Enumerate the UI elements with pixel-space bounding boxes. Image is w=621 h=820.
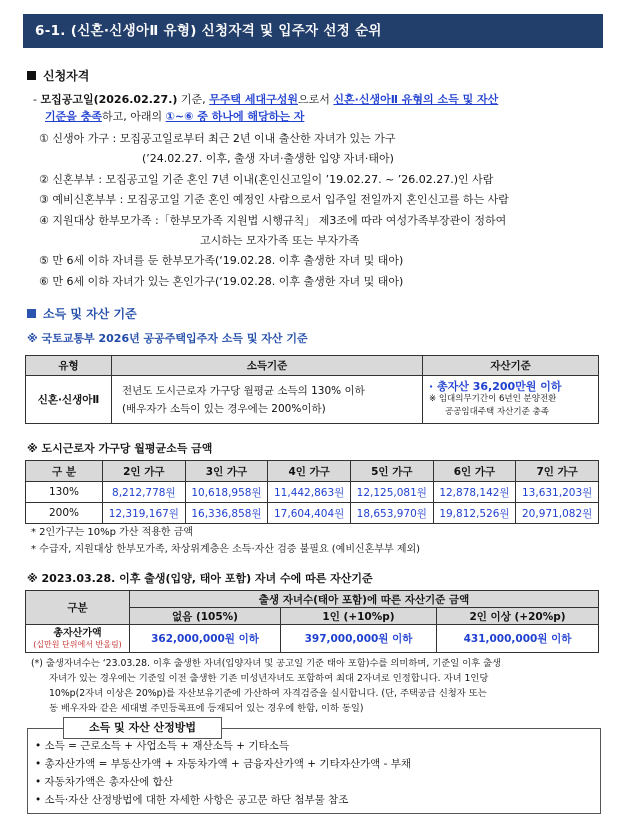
bullet-icon: • (35, 776, 45, 788)
list-item-text: 소득 = 근로소득 + 사업소득 + 재산소득 + 기타소득 (44, 740, 289, 752)
eligibility-item: ③ 예비신혼부부 : 모집공고일 기준 혼인 예정인 사람으로서 입주일 전일까지 혼인신고를 하는 사람 (39, 193, 509, 206)
sub-header: 2인 이상 (+20%p) (437, 608, 599, 625)
intro-criteria1: 신혼·신생아Ⅱ 유형의 소득 및 자산 (333, 93, 499, 106)
child-asset-table (25, 590, 599, 653)
intro-homeless: 무주택 세대구성원 (209, 93, 299, 106)
table-cell: 8,212,778원 (103, 482, 186, 503)
table-cell: 20,971,082원 (516, 503, 599, 524)
eligibility-item: ④ 지원대상 한부모가족 :「한부모가족 지원법 시행규칙」 제3조에 따라 여성가족부장관이 정하여 (39, 214, 507, 227)
asset-line2: ※ 임대의무기간이 6년인 분양전환 (429, 394, 557, 404)
asset-cell (423, 376, 599, 424)
col-header: 3인 가구 (185, 461, 268, 482)
table-cell: 431,000,000원 이하 (437, 625, 599, 653)
col-header: 유형 (26, 356, 112, 376)
intro-mid3: 하고, 아래의 (101, 110, 166, 123)
row-label (26, 625, 130, 653)
col-header: 소득기준 (112, 356, 423, 376)
col-header: 자산기준 (423, 356, 599, 376)
table-cell: 397,000,000원 이하 (281, 625, 437, 653)
income-asset-table (25, 355, 599, 424)
table-cell: 362,000,000원 이하 (130, 625, 281, 653)
note-line: 자녀가 있는 경우에는 기준일 이전 출생한 기존 미성년자녀도 포함하여 최대 2자녀로 인정합니다. 자녀 1인당 (49, 673, 489, 684)
list-item-text: 소득·자산 산정방법에 대한 자세한 사항은 공고문 하단 첨부물 참조 (44, 794, 349, 806)
col-header: 5인 가구 (350, 461, 433, 482)
bullet-icon: • (35, 740, 45, 752)
monthly-income-note: * 수급자, 지원대상 한부모가족, 차상위계층은 소득·자산 검증 불필요 (예비신혼부부 제외) (31, 544, 421, 555)
row-label-main: 총자산가액 (53, 627, 102, 639)
table-cell: 12,878,142원 (433, 482, 516, 503)
col-header: 6인 가구 (433, 461, 516, 482)
monthly-income-note: * 2인가구는 10%p 가산 적용한 금액 (31, 527, 194, 538)
income-asset-subheading: ※ 국토교통부 2026년 공공주택입주자 소득 및 자산 기준 (27, 332, 308, 345)
eligibility-item: ⑥ 만 6세 이하 자녀가 있는 혼인가구(‘19.02.28. 이후 출생한 자녀 및 태아) (39, 275, 404, 288)
col-header: 구 분 (26, 461, 103, 482)
table-row (26, 482, 599, 503)
row-label-sub: (십만원 단위에서 반올림) (33, 639, 122, 649)
col-header: 4인 가구 (268, 461, 351, 482)
bullet-icon: • (35, 758, 45, 770)
row-label: 200% (26, 503, 103, 524)
sub-header: 없음 (105%) (130, 608, 281, 625)
calc-method-title: 소득 및 자산 산정방법 (63, 717, 222, 739)
col-header: 구분 (26, 591, 130, 625)
income-asset-heading-text: 소득 및 자산 기준 (43, 307, 137, 321)
table-cell: 10,618,958원 (185, 482, 268, 503)
eligibility-intro-line2 (45, 109, 304, 125)
intro-criteria2: 기준을 충족 (45, 110, 102, 123)
type-cell: 신혼·신생아Ⅱ (26, 376, 112, 424)
row-label: 130% (26, 482, 103, 503)
square-bullet-icon (27, 309, 36, 318)
table-cell: 12,125,081원 (350, 482, 433, 503)
income-line2: (배우자가 소득이 있는 경우에는 200%이하) (122, 402, 326, 415)
col-header: 2인 가구 (103, 461, 186, 482)
income-asset-heading (27, 305, 137, 322)
table-cell: 16,336,858원 (185, 503, 268, 524)
intro-prefix: - (33, 93, 41, 106)
table-cell: 13,631,203원 (516, 482, 599, 503)
intro-mid: 기준, (177, 93, 210, 106)
list-item-text: 자동차가액은 총자산에 합산 (44, 776, 173, 788)
intro-mid2: 으로서 (298, 93, 334, 106)
table-cell: 11,442,863원 (268, 482, 351, 503)
table-cell: 18,653,970원 (350, 503, 433, 524)
list-item-text: 총자산가액 = 부동산가액 + 자동차가액 + 금융자산가액 + 기타자산가액 - 부채 (44, 758, 412, 770)
eligibility-heading-text: 신청자격 (43, 69, 90, 83)
eligibility-item: ⑤ 만 6세 이하 자녀를 둔 한부모가족(‘19.02.28. 이후 출생한 자녀 및 태아) (39, 254, 404, 267)
asset-line1: · 총자산 36,200만원 이하 (429, 380, 562, 393)
table-row (26, 503, 599, 524)
eligibility-item: 고시하는 모자가족 또는 부자가족 (200, 234, 360, 247)
eligibility-item: ② 신혼부부 : 모집공고일 기준 혼인 7년 이내(혼인신고일이 ’19.02.27. ~ ’26.02.27.)인 사람 (39, 173, 494, 186)
group-header: 출생 자녀수(태아 포함)에 따른 자산기준 금액 (130, 591, 599, 608)
child-asset-heading: ※ 2023.03.28. 이후 출생(입양, 태아 포함) 자녀 수에 따른 자산기준 (27, 572, 373, 585)
asset-line3: 공공임대주택 자산기준 충족 (445, 407, 549, 417)
note-line: (*) 출생자녀수는 ‘23.03.28. 이후 출생한 자녀(입양자녀 및 공고일 기준 태아 포함)수를 의미하며, 기준일 이후 출생 (31, 658, 502, 669)
sub-header: 1인 (+10%p) (281, 608, 437, 625)
calc-method-list (35, 737, 411, 809)
col-header: 7인 가구 (516, 461, 599, 482)
table-cell: 12,319,167원 (103, 503, 186, 524)
list-item (35, 791, 411, 809)
list-item (35, 737, 411, 755)
page-title: 6-1. (신혼·신생아Ⅱ 유형) 신청자격 및 입주자 선정 순위 (23, 14, 603, 48)
list-item (35, 755, 411, 773)
note-line: 10%p(2자녀 이상은 20%p)를 자산보유기준에 가산하여 자격검증을 실시합니다. (단, 주택공급 신청자 또는 (49, 688, 487, 699)
square-bullet-icon (27, 71, 36, 80)
table-cell: 17,604,404원 (268, 503, 351, 524)
note-line: 동 배우자와 같은 세대별 주민등록표에 등재되어 있는 경우에 한함, 이하 동일) (49, 703, 364, 714)
intro-date: 모집공고일(2026.02.27.) (40, 93, 178, 106)
intro-range: ①~⑥ 중 하나에 해당하는 자 (165, 110, 305, 123)
eligibility-item: (’24.02.27. 이후, 출생 자녀·출생한 입양 자녀·태아) (142, 152, 394, 165)
eligibility-heading (27, 67, 89, 84)
monthly-income-heading: ※ 도시근로자 가구당 월평균소득 금액 (27, 442, 213, 455)
list-item (35, 773, 411, 791)
eligibility-item: ① 신생아 가구 : 모집공고일로부터 최근 2년 이내 출산한 자녀가 있는 가구 (39, 132, 396, 145)
table-cell: 19,812,526원 (433, 503, 516, 524)
bullet-icon: • (35, 794, 45, 806)
eligibility-intro-line1 (33, 92, 498, 108)
child-asset-note (31, 656, 501, 716)
income-cell (112, 376, 423, 424)
monthly-income-table (25, 460, 599, 524)
income-line1: 전년도 도시근로자 가구당 월평균 소득의 130% 이하 (122, 384, 365, 397)
